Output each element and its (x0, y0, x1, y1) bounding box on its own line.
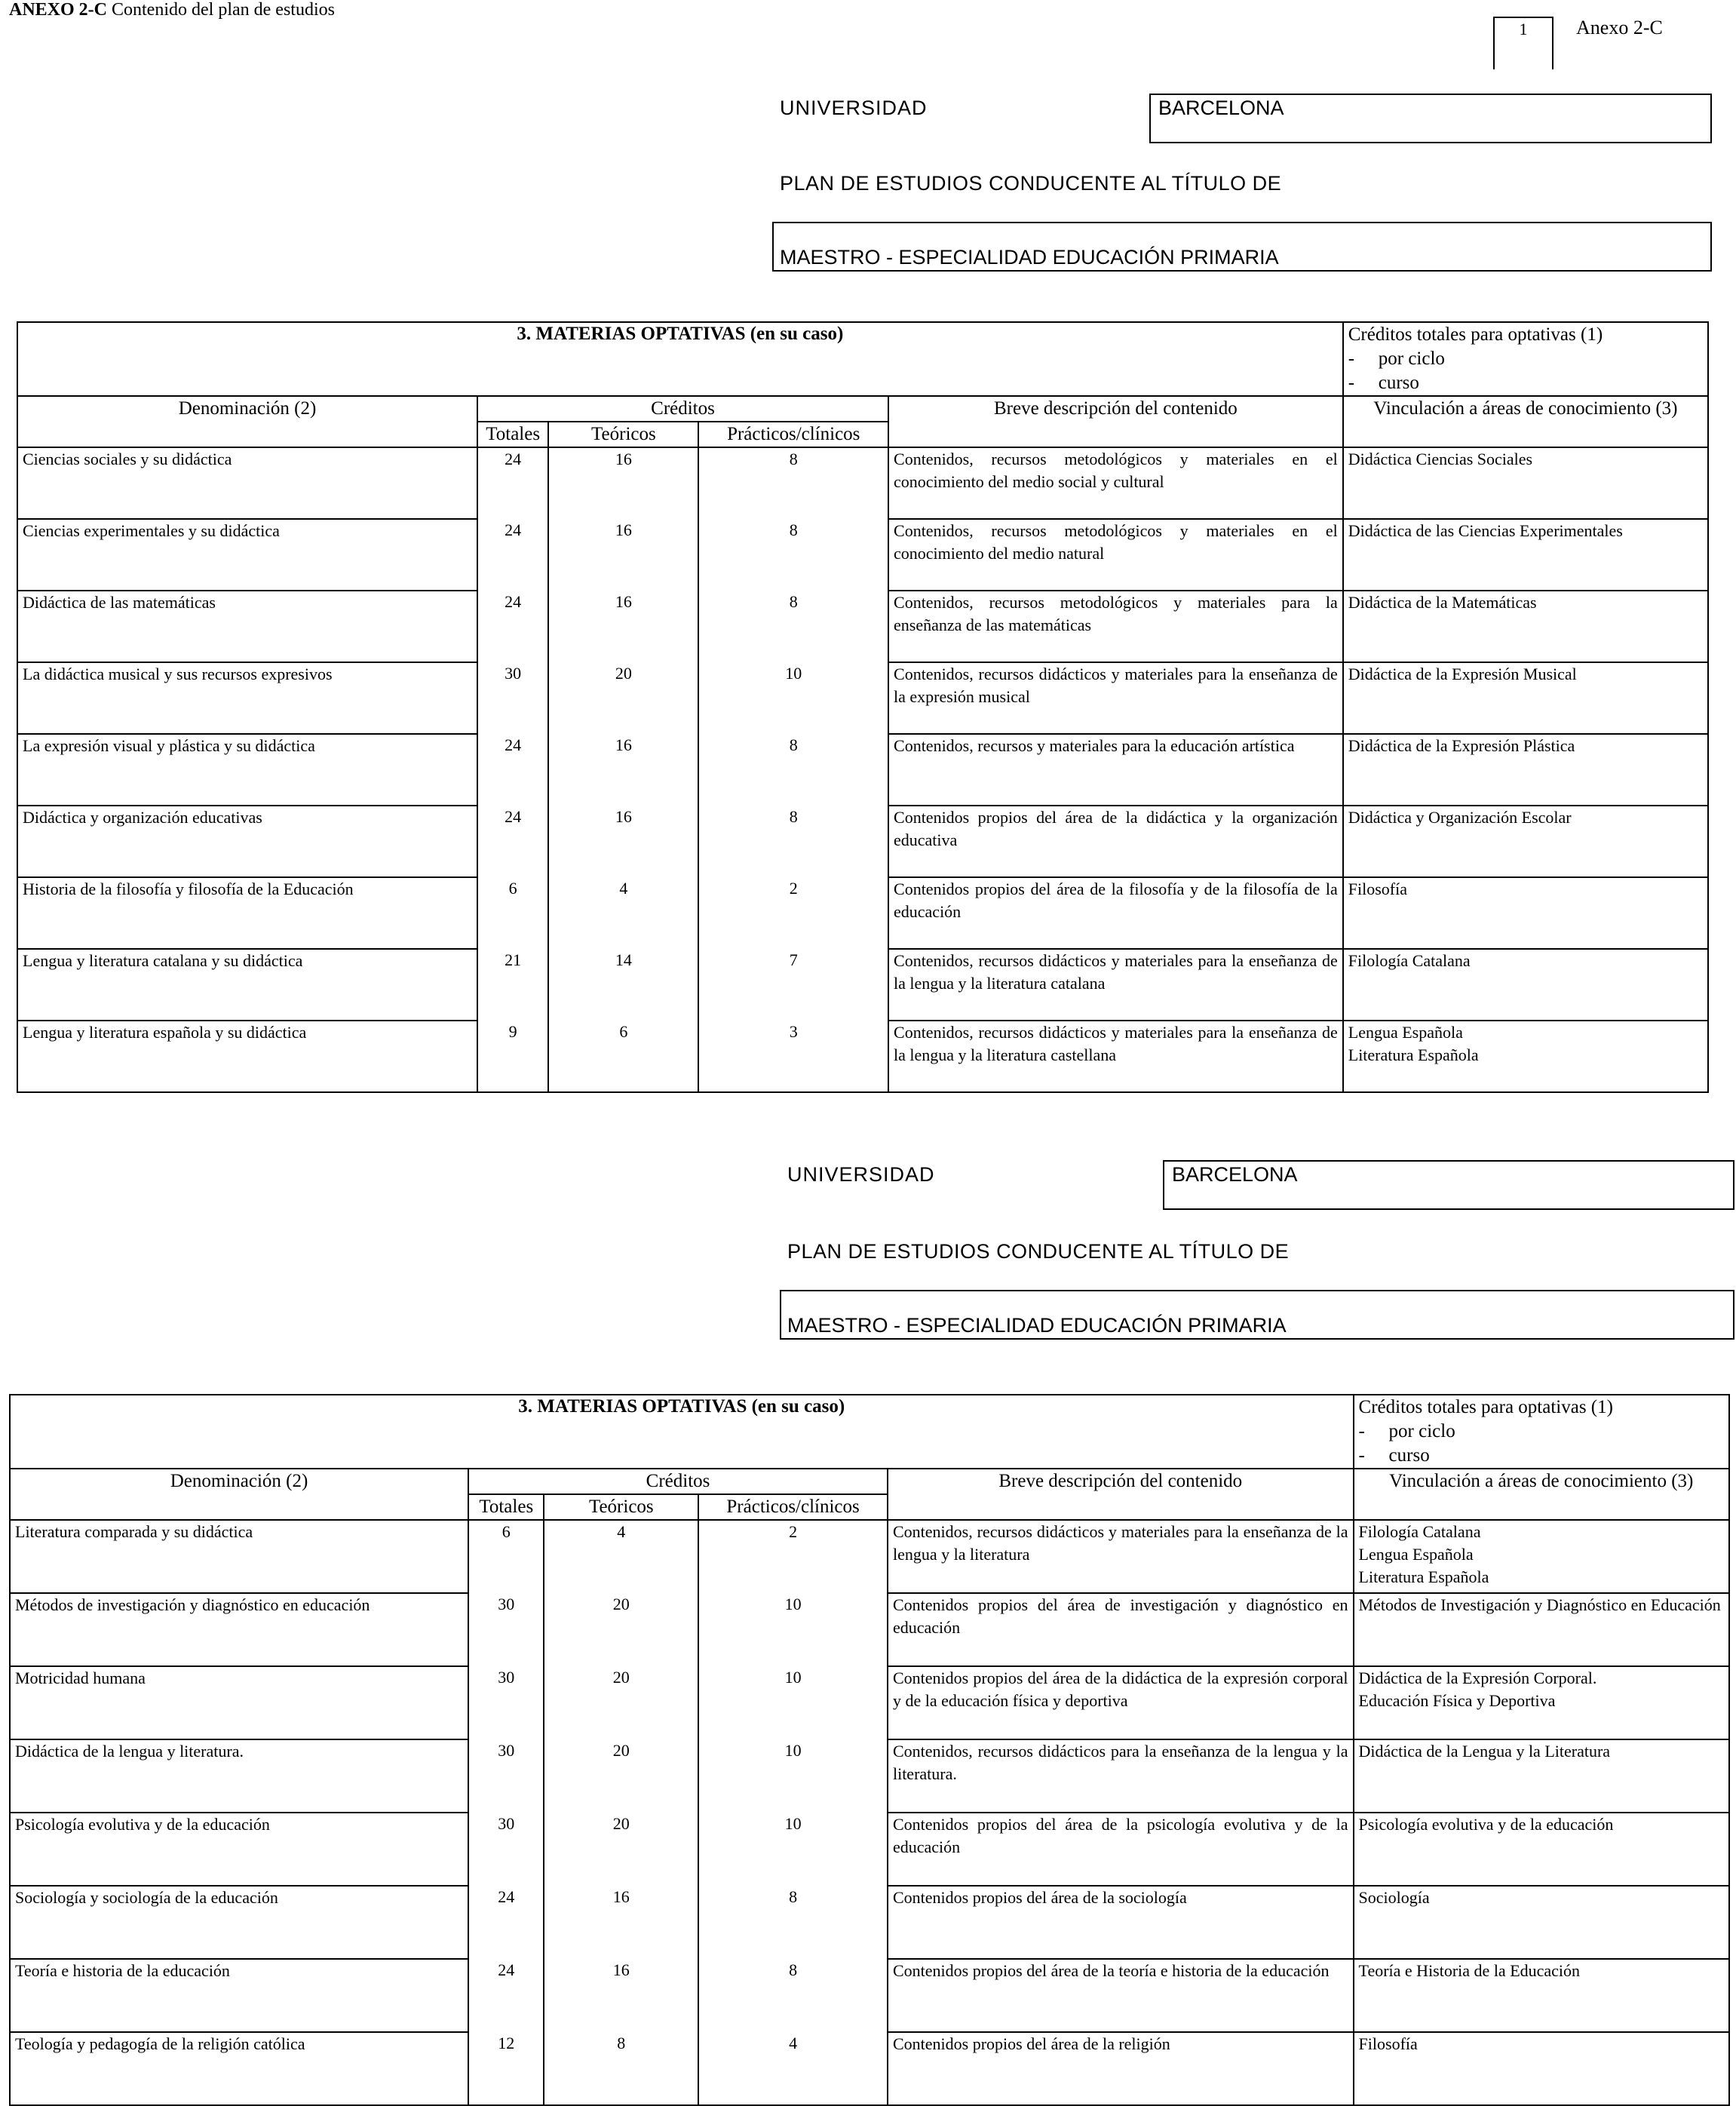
area-cell: Didáctica de la Expresión Musical (1343, 662, 1708, 734)
table-row (10, 1959, 1729, 2032)
description-cell: Contenidos propios del área de la didáctica de la expresión corporal y de la educación física y deportiva (888, 1666, 1354, 1739)
description-cell: Contenidos propios del área de investigación y diagnóstico en educación (888, 1593, 1354, 1666)
universidad-value: BARCELONA (1158, 97, 1284, 119)
annex-heading-bold: ANEXO 2-C (9, 0, 107, 20)
por-ciclo-line: - por ciclo (1348, 348, 1445, 369)
page-number: 1 (1519, 20, 1528, 38)
subject-name-cell: Didáctica de la lengua y literatura. (10, 1739, 468, 1813)
area-cell: Didáctica de la Expresión Plástica (1343, 734, 1708, 806)
description-cell: Contenidos, recursos didácticos y materiales para la enseñanza de la expresión musical (888, 662, 1343, 734)
annex-label-right: Anexo 2-C (1576, 17, 1663, 38)
practicos-cell: 10 (698, 1739, 888, 1813)
table-row (17, 949, 1708, 1021)
totales-cell: 24 (477, 734, 548, 806)
subject-name-cell: Lengua y literatura catalana y su didáctica (17, 949, 477, 1021)
totales-cell: 24 (468, 1886, 544, 1959)
teoricos-cell: 16 (548, 447, 698, 519)
table-row (10, 1520, 1729, 1593)
col-teoricos: Teóricos (548, 422, 698, 447)
area-cell: Didáctica de la Expresión Corporal. Educación Física y Deportiva (1354, 1666, 1729, 1739)
totales-cell: 6 (477, 877, 548, 949)
subject-name-cell: Didáctica y organización educativas (17, 806, 477, 877)
table-row (10, 2032, 1729, 2105)
practicos-cell: 3 (698, 1021, 888, 1092)
subject-name-cell: La expresión visual y plástica y su didáctica (17, 734, 477, 806)
subject-name-cell: Sociología y sociología de la educación (10, 1886, 468, 1959)
area-cell: Teoría e Historia de la Educación (1354, 1959, 1729, 2032)
description-cell: Contenidos propios del área de la psicología evolutiva y de la educación (888, 1813, 1354, 1886)
creditos-totales-label-2: Créditos totales para optativas (1) (1358, 1397, 1613, 1417)
universidad-value-box-2 (1163, 1160, 1734, 1210)
curso-line-2: - curso (1358, 1445, 1430, 1466)
teoricos-cell: 16 (548, 519, 698, 591)
totales-cell: 24 (477, 447, 548, 519)
table-title-2: 3. MATERIAS OPTATIVAS (en su caso) (10, 1395, 1354, 1469)
table-row (17, 877, 1708, 949)
totales-cell: 9 (477, 1021, 548, 1092)
materias-table (17, 321, 1709, 1093)
practicos-cell: 8 (698, 734, 888, 806)
subject-name-cell: Métodos de investigación y diagnóstico en educación (10, 1593, 468, 1666)
universidad-label: UNIVERSIDAD (780, 97, 928, 119)
col-practicos: Prácticos/clínicos (698, 422, 888, 447)
col-creditos: Créditos (477, 396, 888, 422)
por-ciclo-label: por ciclo (1378, 348, 1445, 369)
totales-cell: 30 (468, 1739, 544, 1813)
practicos-cell: 8 (698, 591, 888, 662)
subject-name-cell: Didáctica de las matemáticas (17, 591, 477, 662)
col-denominacion: Denominación (2) (17, 396, 477, 447)
area-cell: Didáctica de la Lengua y la Literatura (1354, 1739, 1729, 1813)
creditos-totales-label: Créditos totales para optativas (1) (1348, 324, 1603, 345)
description-cell: Contenidos propios del área de la didáctica y la organización educativa (888, 806, 1343, 877)
teoricos-cell: 6 (548, 1021, 698, 1092)
practicos-cell: 10 (698, 1666, 888, 1739)
curso-label: curso (1378, 373, 1419, 393)
table-row (10, 1886, 1729, 1959)
teoricos-cell: 16 (544, 1959, 698, 2032)
col-descripcion-2: Breve descripción del contenido (888, 1469, 1354, 1520)
area-cell: Psicología evolutiva y de la educación (1354, 1813, 1729, 1886)
table-title: 3. MATERIAS OPTATIVAS (en su caso) (17, 322, 1343, 396)
table-row (17, 447, 1708, 519)
col-totales-2: Totales (468, 1494, 544, 1520)
table-row (17, 1021, 1708, 1092)
teoricos-cell: 16 (548, 591, 698, 662)
totales-cell: 24 (477, 519, 548, 591)
description-cell: Contenidos, recursos didácticos y materiales para la enseñanza de la lengua y la literatura catalana (888, 949, 1343, 1021)
titulo-box-2 (780, 1290, 1734, 1340)
description-cell: Contenidos propios del área de la religión (888, 2032, 1354, 2105)
description-cell: Contenidos, recursos y materiales para la educación artística (888, 734, 1343, 806)
subject-name-cell: Lengua y literatura española y su didáctica (17, 1021, 477, 1092)
col-creditos-2: Créditos (468, 1469, 888, 1494)
teoricos-cell: 20 (544, 1813, 698, 1886)
col-denominacion-2: Denominación (2) (10, 1469, 468, 1520)
col-practicos-2: Prácticos/clínicos (698, 1494, 888, 1520)
creditos-totales-cell (1343, 322, 1708, 396)
area-cell: Métodos de Investigación y Diagnóstico en Educación (1354, 1593, 1729, 1666)
plan-label-2: PLAN DE ESTUDIOS CONDUCENTE AL TÍTULO DE (787, 1240, 1290, 1263)
subject-name-cell: Motricidad humana (10, 1666, 468, 1739)
totales-cell: 30 (477, 662, 548, 734)
description-cell: Contenidos, recursos metodológicos y materiales para la enseñanza de las matemáticas (888, 591, 1343, 662)
practicos-cell: 10 (698, 1593, 888, 1666)
universidad-value-2: BARCELONA (1172, 1163, 1298, 1186)
teoricos-cell: 16 (548, 806, 698, 877)
practicos-cell: 7 (698, 949, 888, 1021)
description-cell: Contenidos propios del área de la teoría e historia de la educación (888, 1959, 1354, 2032)
area-cell: Sociología (1354, 1886, 1729, 1959)
subject-name-cell: Psicología evolutiva y de la educación (10, 1813, 468, 1886)
subject-name-cell: Literatura comparada y su didáctica (10, 1520, 468, 1593)
universidad-value-box (1149, 94, 1712, 143)
teoricos-cell: 20 (548, 662, 698, 734)
teoricos-cell: 20 (544, 1739, 698, 1813)
universidad-label-2: UNIVERSIDAD (787, 1163, 935, 1186)
teoricos-cell: 8 (544, 2032, 698, 2105)
totales-cell: 30 (468, 1666, 544, 1739)
table-row (17, 734, 1708, 806)
teoricos-cell: 14 (548, 949, 698, 1021)
totales-cell: 12 (468, 2032, 544, 2105)
subject-name-cell: Ciencias sociales y su didáctica (17, 447, 477, 519)
teoricos-cell: 20 (544, 1666, 698, 1739)
table-row (10, 1739, 1729, 1813)
practicos-cell: 2 (698, 877, 888, 949)
practicos-cell: 8 (698, 806, 888, 877)
area-cell: Didáctica de la Matemáticas (1343, 591, 1708, 662)
description-cell: Contenidos, recursos metodológicos y materiales en el conocimiento del medio social y cultural (888, 447, 1343, 519)
area-cell: Filosofía (1343, 877, 1708, 949)
table-row (17, 591, 1708, 662)
por-ciclo-line-2: - por ciclo (1358, 1421, 1455, 1441)
creditos-totales-cell-2 (1354, 1395, 1729, 1469)
plan-label: PLAN DE ESTUDIOS CONDUCENTE AL TÍTULO DE (780, 172, 1282, 195)
teoricos-cell: 16 (544, 1886, 698, 1959)
practicos-cell: 10 (698, 662, 888, 734)
table-row (10, 1593, 1729, 1666)
description-cell: Contenidos, recursos didácticos y materiales para la enseñanza de la lengua y la literatura (888, 1520, 1354, 1593)
area-cell: Filosofía (1354, 2032, 1729, 2105)
practicos-cell: 10 (698, 1813, 888, 1886)
area-cell: Didáctica y Organización Escolar (1343, 806, 1708, 877)
table-row (10, 1666, 1729, 1739)
description-cell: Contenidos, recursos didácticos y materiales para la enseñanza de la lengua y la literatura castellana (888, 1021, 1343, 1092)
description-cell: Contenidos, recursos didácticos para la enseñanza de la lengua y la literatura. (888, 1739, 1354, 1813)
table-row (10, 1813, 1729, 1886)
area-cell: Filología Catalana Lengua Española Literatura Española (1354, 1520, 1729, 1593)
table-row (17, 519, 1708, 591)
subject-name-cell: Ciencias experimentales y su didáctica (17, 519, 477, 591)
curso-label-2: curso (1388, 1445, 1430, 1466)
col-totales: Totales (477, 422, 548, 447)
titulo-value-2: MAESTRO - ESPECIALIDAD EDUCACIÓN PRIMARIA (787, 1314, 1287, 1337)
area-cell: Didáctica Ciencias Sociales (1343, 447, 1708, 519)
area-cell: Lengua Española Literatura Española (1343, 1021, 1708, 1092)
subject-name-cell: Historia de la filosofía y filosofía de la Educación (17, 877, 477, 949)
materias-table-2 (9, 1394, 1730, 2106)
annex-heading-text: Contenido del plan de estudios (112, 0, 335, 20)
practicos-cell: 2 (698, 1520, 888, 1593)
por-ciclo-label-2: por ciclo (1388, 1421, 1455, 1441)
subject-name-cell: La didáctica musical y sus recursos expresivos (17, 662, 477, 734)
teoricos-cell: 4 (544, 1520, 698, 1593)
totales-cell: 24 (468, 1959, 544, 2032)
teoricos-cell: 16 (548, 734, 698, 806)
table-row (17, 806, 1708, 877)
subject-name-cell: Teología y pedagogía de la religión católica (10, 2032, 468, 2105)
description-cell: Contenidos, recursos metodológicos y materiales en el conocimiento del medio natural (888, 519, 1343, 591)
practicos-cell: 8 (698, 519, 888, 591)
titulo-value: MAESTRO - ESPECIALIDAD EDUCACIÓN PRIMARIA (780, 246, 1279, 269)
col-vinculacion-2: Vinculación a áreas de conocimiento (3) (1354, 1469, 1729, 1520)
area-cell: Didáctica de las Ciencias Experimentales (1343, 519, 1708, 591)
curso-line: - curso (1348, 373, 1419, 393)
totales-cell: 30 (468, 1593, 544, 1666)
col-teoricos-2: Teóricos (544, 1494, 698, 1520)
totales-cell: 24 (477, 806, 548, 877)
table-row (17, 662, 1708, 734)
col-vinculacion: Vinculación a áreas de conocimiento (3) (1343, 396, 1708, 447)
subject-name-cell: Teoría e historia de la educación (10, 1959, 468, 2032)
col-descripcion: Breve descripción del contenido (888, 396, 1343, 447)
teoricos-cell: 20 (544, 1593, 698, 1666)
practicos-cell: 8 (698, 1959, 888, 2032)
teoricos-cell: 4 (548, 877, 698, 949)
practicos-cell: 8 (698, 1886, 888, 1959)
page-number-box (1493, 17, 1554, 69)
totales-cell: 30 (468, 1813, 544, 1886)
practicos-cell: 8 (698, 447, 888, 519)
titulo-box (772, 222, 1712, 272)
totales-cell: 21 (477, 949, 548, 1021)
annex-heading (9, 0, 335, 20)
totales-cell: 24 (477, 591, 548, 662)
area-cell: Filología Catalana (1343, 949, 1708, 1021)
practicos-cell: 4 (698, 2032, 888, 2105)
description-cell: Contenidos propios del área de la sociología (888, 1886, 1354, 1959)
totales-cell: 6 (468, 1520, 544, 1593)
description-cell: Contenidos propios del área de la filosofía y de la filosofía de la educación (888, 877, 1343, 949)
